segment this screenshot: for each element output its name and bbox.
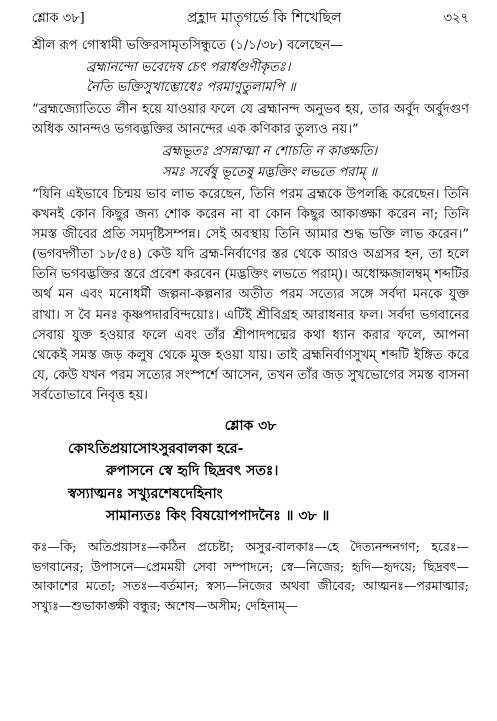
verse-line: নৈতি ভক্তিসুখাম্ভোধেঃ পরমাণুতুলামপি ॥ (86, 79, 296, 95)
purport-paragraph: “যিনি এইভাবে চিন্ময় ভাব লাভ করেছেন, তিনি পরম ব্রহ্মকে উপলব্ধি করেছেন। তিনি কখনই কোন কিছুর জন্য শোক করেন না বা কোন কিছুর আকাঙ্ক্ষা করেন না; তিনি সমস্ত জীবের প্রতি সমদৃষ্টিসম্পন্ন। সেই অবস্থায় তিনি আমার শুদ্ধ ভক্তি লাভ করেন।” (ভগবদ্গীতা ১৮/৫৪) কেউ যদি ব্রহ্ম-নির্বাণের স্তর থেকে আরও অগ্রসর হন, তা হলে তিনি ভগবদ্ভক্তির স্তরে প্রবেশ করবেন (মদ্ভক্তিং লভতে পরাম্)। অধোক্ষজালম্বম্ শব্দটির অর্থ মন এবং মনোধর্মী জল্পনা-কল্পনার অতীত পরম সত্যের সঙ্গে সর্বদা মনকে যুক্ত রাখা। স বৈ মনঃ কৃষ্ণপদারবিন্দয়োঃ। এটিই শ্রীবিগ্রহ আরাধনার ফল। সর্বদা ভগবানের সেবায় যুক্ত হওয়ার ফলে এবং তাঁর শ্রীপাদপদ্মের কথা ধ্যান করার ফলে, আপনা থেকেই সমস্ত জড় কলুষ থেকে মুক্ত হওয়া যায়। তাই ব্রহ্মনির্বাণসুখম্ শব্দটি ইঙ্গিত করে যে, কেউ যখন পরম সত্যের সংস্পর্শে আসেন, তখন তাঁর জড় সুখভোগের সমস্ত বাসনা সর্বতোভাবে নিবৃত্ত হয়। (32, 186, 469, 404)
verse-block-1 (86, 58, 469, 98)
intro-line: শ্রীল রূপ গোস্বামী ভক্তিরসামৃতসিন্ধুতে (১/১/৩৮) বলেছেন— (32, 37, 344, 53)
verse-line: ব্রহ্মভূতঃ প্রসন্নাত্মা ন শোচতি ন কাঙ্ক্ষতি। (162, 144, 378, 160)
verse-line: সমঃ সর্বেষু ভূতেষু মদ্ভক্তিং লভতে পরাম্ ॥ (162, 164, 377, 180)
sanskrit-verse (68, 438, 469, 528)
word-meanings: কঃ—কি; অতিপ্রয়াসঃ—কঠিন প্রচেষ্টা; অসুর-বালকাঃ—হে দৈত্যনন্দনগণ; হরেঃ—ভগবানের; উপাসনে—প্রেমময়ী সেবা সম্পাদনে; স্বে—নিজের; হৃদি—হৃদয়ে; ছিদ্রবৎ—আকাশের মতো; সতঃ—বর্তমান; স্বস্য—নিজের অথবা জীবের; আত্মনঃ—পরমাত্মার; সখ্যুঃ—শুভাকাঙ্ক্ষী বন্ধুর; অশেষ—অসীম; দেহিনাম্— (32, 539, 469, 613)
header-title: প্রহ্লাদ মাতৃগর্ভে কি শিখেছিল (186, 10, 342, 26)
translation-quote-1: “ব্রহ্মজ্যোতিতে লীন হয়ে যাওয়ার ফলে যে ব্রহ্মানন্দ অনুভব হয়, তার অর্বুদ অর্বুদগুণ অধিক আনন্দও ভগবদ্ভক্তির আনন্দের এক কণিকার তুল্যও নয়।” (32, 102, 469, 138)
sanskrit-line-3: স্বস্যাত্মনঃ সখ্যুরশেষদেহিনাং (68, 485, 223, 502)
page-number: ৩২৭ (443, 11, 469, 26)
sanskrit-line-2: রুপাসনে স্বে হৃদি ছিদ্রবৎ সতঃ। (106, 463, 279, 480)
header-chapter-ref: শ্লোক ৩৮] (32, 11, 85, 26)
page-header (32, 8, 469, 30)
sloka-heading: শ্লোক ৩৮ (224, 418, 277, 435)
sanskrit-line-1: কোঽতিপ্রয়াসোঽসুরবালকা হরে- (68, 440, 244, 457)
verse-line: ব্রহ্মানন্দো ভবেদেষ চেৎ পরার্ধগুণীকৃতঃ। (86, 59, 291, 75)
sanskrit-line-4: সামান্যতঃ কিং বিষয়োপপাদনৈঃ ॥ ৩৮ ॥ (106, 508, 330, 525)
verse-block-2 (162, 142, 469, 182)
